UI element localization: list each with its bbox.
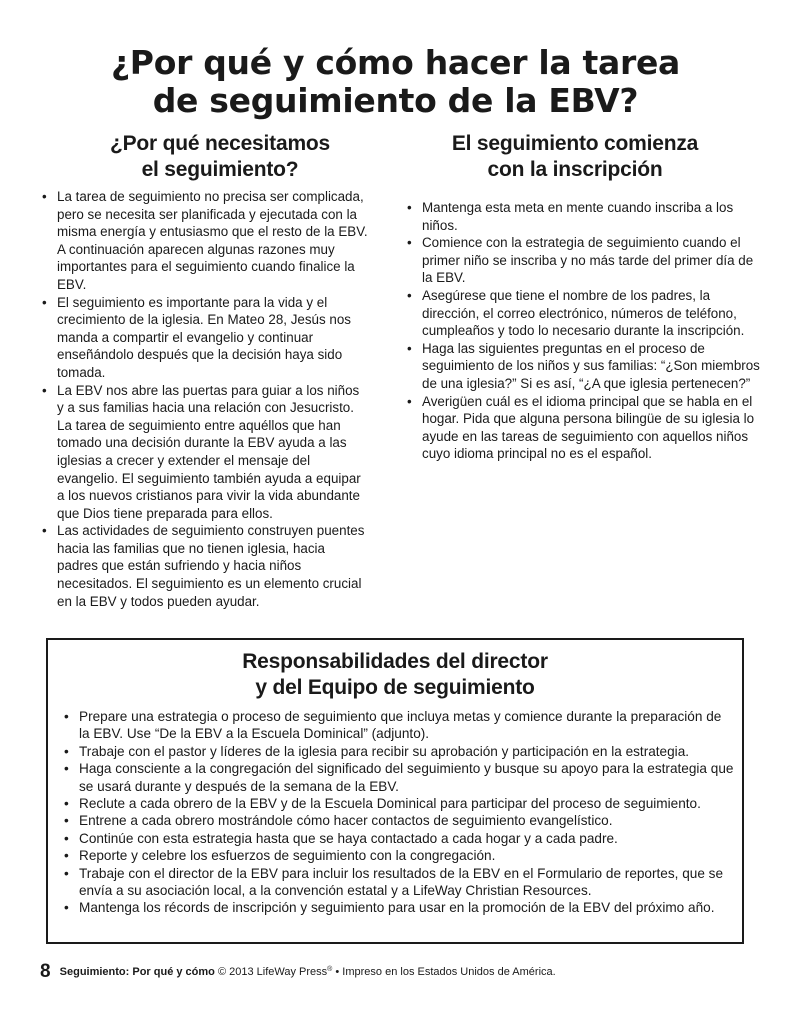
list-item: • Averigüen cuál es el idioma principal que se habla en el hogar. Pida que alguna persona bilingüe de su iglesia lo ayude en las tareas de seguimiento con aquellos niños cuyo idioma principal no es el español. — [405, 393, 763, 463]
list-item: • Haga consciente a la congregación del significado del seguimiento y busque su apoyo para la estrategia que se usará durante y después de la semana de la EBV. — [62, 760, 734, 795]
list-item: • El seguimiento es importante para la vida y el crecimiento de la iglesia. En Mateo 28, Jesús nos manda a compartir el evangelio y continuar enseñándolo después que la decisión haya sido tomada. — [40, 294, 368, 382]
registration-heading-line-2: con la inscripción — [487, 158, 663, 181]
footer-copyright: © 2013 LifeWay Press — [217, 966, 328, 978]
page-title-line-2: de seguimiento de la EBV? — [152, 81, 639, 120]
list-item: • Comience con la estrategia de seguimiento cuando el primer niño se inscriba y no más tarde del primer día de la EBV. — [405, 234, 763, 287]
list-item: • Trabaje con el pastor y líderes de la iglesia para recibir su aprobación y participación en la estrategia. — [62, 743, 734, 760]
registration-heading-line-1: El seguimiento comienza — [451, 132, 699, 155]
list-item: • Haga las siguientes preguntas en el proceso de seguimiento de los niños y sus familias: “¿Son miembros de una iglesia?” Si es así, “¿A que iglesia pertenecen?” — [405, 340, 763, 393]
footer-trademark: ® — [327, 966, 333, 973]
list-item: • Mantenga esta meta en mente cuando inscriba a los niños. — [405, 199, 763, 234]
list-item: • Continúe con esta estrategia hasta que se haya contactado a cada hogar y a cada padre. — [62, 830, 734, 847]
registration-bullet-list — [405, 199, 763, 463]
why-heading-line-1: ¿Por qué necesitamos — [109, 132, 331, 155]
list-item: • La EBV nos abre las puertas para guiar a los niños y a sus familias hacia una relación con Jesucristo. La tarea de seguimiento entre aquéllos que han tomado una decisión durante la EBV ayuda a las iglesias a crecer y extender el mensaje del evangelio. El seguimiento también ayuda a equipar a los nuevos cristianos para vivir la vida abundante que Dios tiene preparada para ellos. — [40, 382, 368, 523]
list-item: • Prepare una estrategia o proceso de seguimiento que incluya metas y comience durante la preparación de la EBV. Use “De la EBV a la Escuela Dominical” (adjunto). — [62, 708, 734, 743]
list-item: • Reporte y celebre los esfuerzos de seguimiento con la congregación. — [62, 847, 734, 864]
list-item: • Las actividades de seguimiento construyen puentes hacia las familias que no tienen iglesia, hacia padres que están sufriendo y hacia niños necesitados. El seguimiento es un elemento crucial en la EBV y todos pueden ayudar. — [40, 522, 368, 610]
page-number: 8 — [40, 961, 51, 982]
list-item: • Entrene a cada obrero mostrándole cómo hacer contactos de seguimiento evangelístico. — [62, 812, 734, 829]
footer-printed: • Impreso en los Estados Unidos de América. — [335, 966, 556, 978]
responsibilities-heading — [48, 649, 742, 701]
list-item: • Mantenga los récords de inscripción y seguimiento para usar en la promoción de la EBV del próximo año. — [62, 899, 734, 916]
list-item: • Reclute a cada obrero de la EBV y de la Escuela Dominical para participar del proceso de seguimiento. — [62, 795, 734, 812]
why-heading-line-2: el seguimiento? — [141, 158, 299, 181]
list-item: • La tarea de seguimiento no precisa ser complicada, pero se necesita ser planificada y ejecutada con la misma energía y entusiasmo que el resto de la EBV. A continuación aparecen algunas razones muy importantes para el seguimiento cuando finalice la EBV. — [40, 188, 368, 294]
responsibilities-heading-line-2: y del Equipo de seguimiento — [255, 676, 535, 699]
why-bullet-list — [40, 188, 368, 610]
page-footer — [40, 962, 760, 980]
list-item: • Asegúrese que tiene el nombre de los padres, la dirección, el correo electrónico, números de teléfono, cumpleaños y todo lo necesario durante la inscripción. — [405, 287, 763, 340]
footer-title: Seguimiento: Por qué y cómo — [59, 966, 215, 978]
why-section-heading — [70, 131, 370, 183]
page-title-line-1: ¿Por qué y cómo hacer la tarea — [110, 43, 681, 82]
registration-section-heading — [405, 131, 745, 183]
responsibilities-box — [46, 638, 744, 944]
page-title — [0, 44, 791, 120]
responsibilities-heading-line-1: Responsabilidades del director — [242, 650, 548, 673]
responsibilities-bullet-list — [62, 708, 734, 917]
list-item: • Trabaje con el director de la EBV para incluir los resultados de la EBV en el Formulario de reportes, que se envía a su asociación local, a la convención estatal y a LifeWay Christian Resources. — [62, 865, 734, 900]
